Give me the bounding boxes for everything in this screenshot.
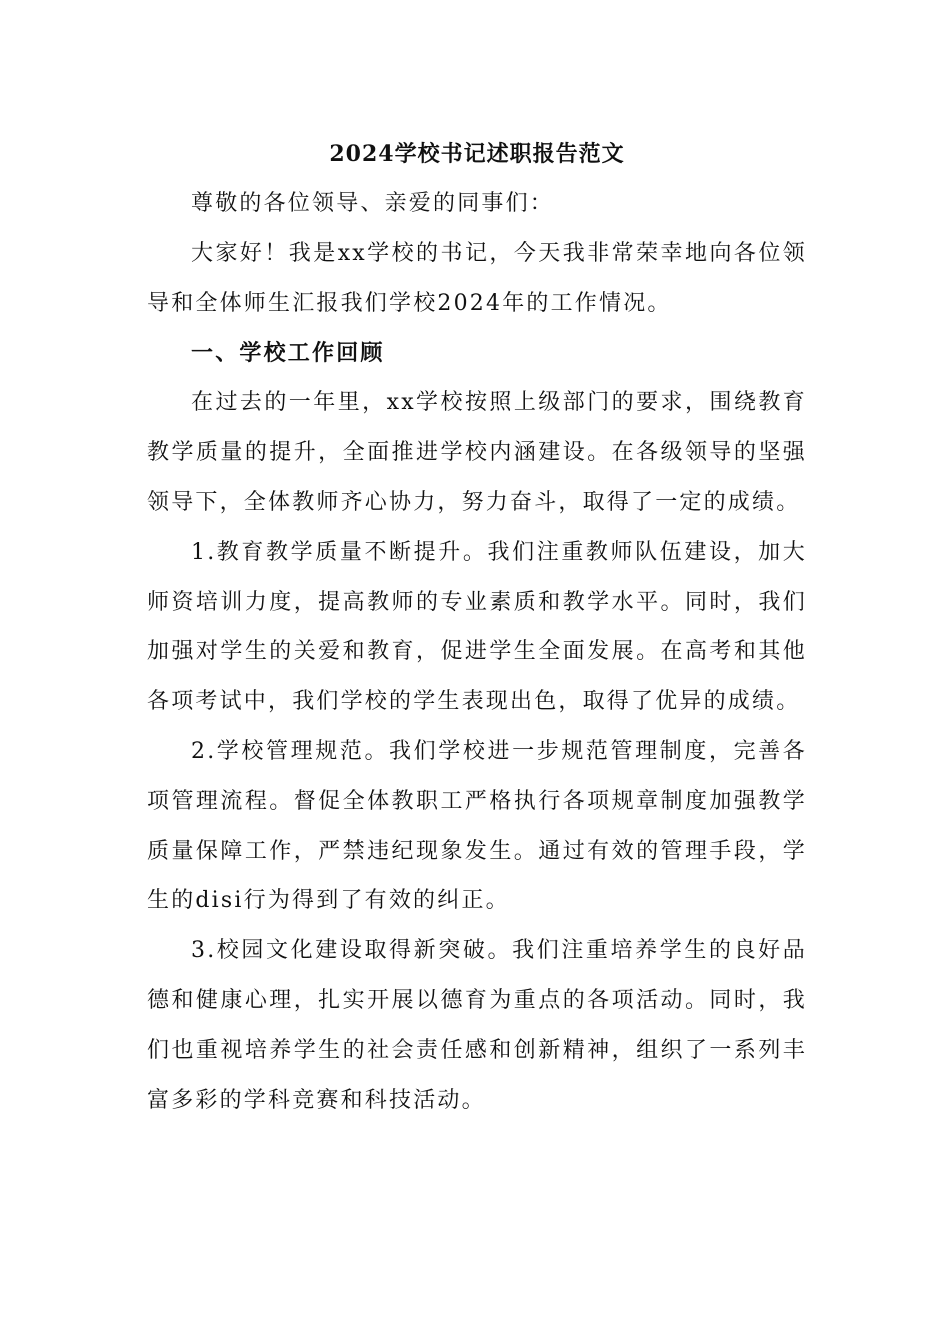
document-body (147, 132, 807, 1125)
list-item-teaching-quality: 1.教育教学质量不断提升。我们注重教师队伍建设，加大师资培训力度，提高教师的专业素质和教学水平。同时，我们加强对学生的关爱和教育，促进学生全面发展。在高考和其他各项考试中，我们学校的学生表现出色，取得了优异的成绩。 (147, 539, 807, 715)
section-heading: 一、学校工作回顾 (191, 340, 385, 367)
document-title: 2024学校书记述职报告范文 (329, 141, 625, 167)
list-item-school-management: 2.学校管理规范。我们学校进一步规范管理制度，完善各项管理流程。督促全体教职工严格执行各项规章制度加强教学质量保障工作，严禁违纪现象发生。通过有效的管理手段，学生的disi行为得到了有效的纠正。 (147, 738, 807, 914)
section-intro-paragraph: 在过去的一年里，xx学校按照上级部门的要求，围绕教育教学质量的提升，全面推进学校内涵建设。在各级领导的坚强领导下，全体教师齐心协力，努力奋斗，取得了一定的成绩。 (147, 390, 807, 515)
list-item-campus-culture: 3.校园文化建设取得新突破。我们注重培养学生的良好品德和健康心理，扎实开展以德育为重点的各项活动。同时，我们也重视培养学生的社会责任感和创新精神，组织了一系列丰富多彩的学科竞赛和科技活动。 (147, 938, 807, 1113)
greeting-paragraph: 大家好！我是xx学校的书记，今天我非常荣幸地向各位领导和全体师生汇报我们学校2024年的工作情况。 (147, 240, 807, 316)
salutation: 尊敬的各位领导、亲爱的同事们： (191, 191, 555, 216)
